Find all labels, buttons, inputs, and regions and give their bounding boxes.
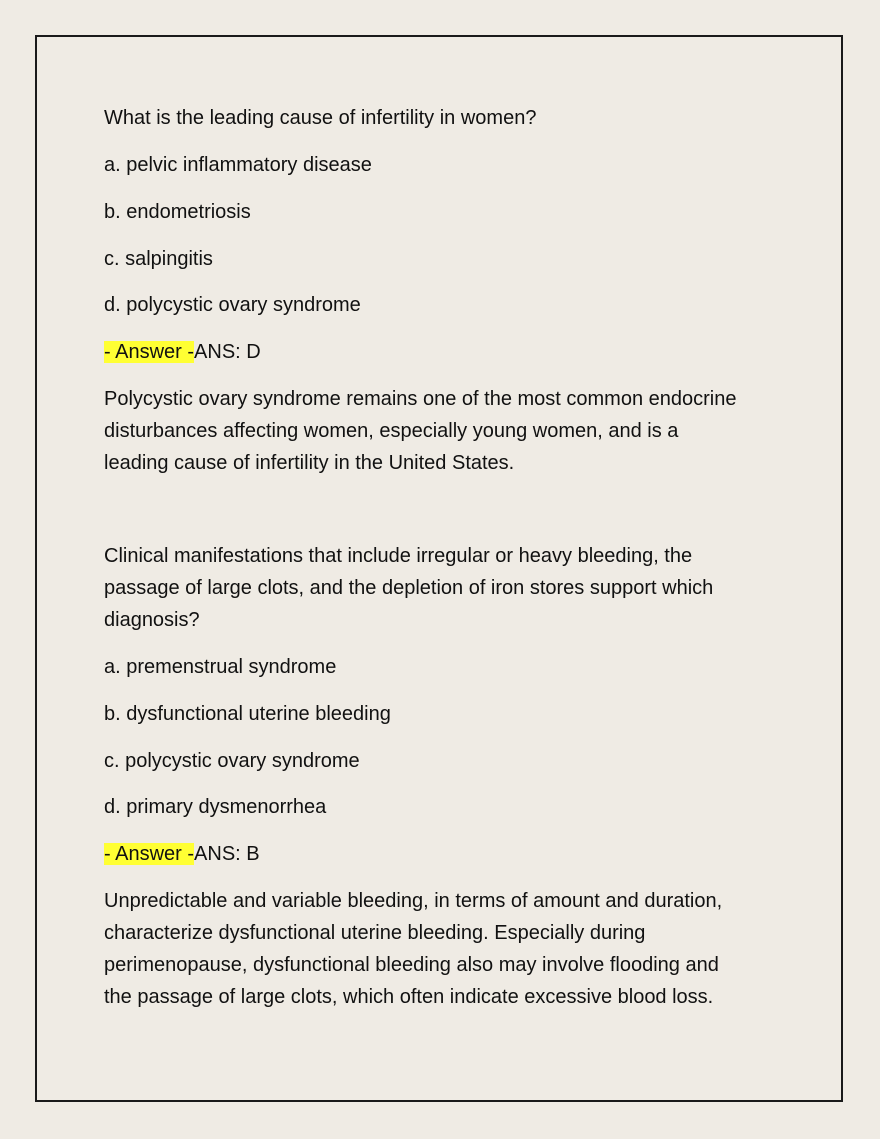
question-2-text-line-2: passage of large clots, and the depletion of iron stores support which — [104, 577, 714, 599]
question-2-rationale-line-2: characterize dysfunctional uterine bleeding. Especially during — [104, 922, 646, 944]
question-1-rationale-line-1: Polycystic ovary syndrome remains one of the most common endocrine — [104, 388, 737, 410]
question-2-answer-line — [104, 838, 260, 870]
answer-highlight: - Answer - — [104, 341, 195, 363]
question-1-option-b: b. endometriosis — [104, 201, 251, 223]
question-2-option-d: d. primary dysmenorrhea — [104, 796, 327, 818]
question-1-rationale-line-2: disturbances affecting women, especially young women, and is a — [104, 420, 679, 442]
question-1-answer: ANS: D — [194, 341, 261, 363]
question-1-option-a: a. pelvic inflammatory disease — [104, 154, 372, 176]
question-2-rationale-line-1: Unpredictable and variable bleeding, in terms of amount and duration, — [104, 890, 723, 912]
question-1-option-c: c. salpingitis — [104, 248, 213, 270]
answer-highlight: - Answer - — [104, 843, 195, 865]
question-2-text-line-1: Clinical manifestations that include irregular or heavy bleeding, the — [104, 545, 693, 567]
question-1-option-d: d. polycystic ovary syndrome — [104, 294, 361, 316]
question-2-answer: ANS: B — [194, 843, 260, 865]
question-1-rationale-line-3: leading cause of infertility in the United States. — [104, 452, 515, 474]
question-1-answer-line — [104, 336, 261, 368]
question-2-option-a: a. premenstrual syndrome — [104, 656, 337, 678]
question-2-rationale-line-3: perimenopause, dysfunctional bleeding also may involve flooding and — [104, 954, 719, 976]
question-2-option-b: b. dysfunctional uterine bleeding — [104, 703, 391, 725]
question-2-rationale-line-4: the passage of large clots, which often indicate excessive blood loss. — [104, 986, 714, 1008]
question-2-text-line-3: diagnosis? — [104, 609, 200, 631]
question-2-option-c: c. polycystic ovary syndrome — [104, 750, 360, 772]
question-1-text: What is the leading cause of infertility in women? — [104, 107, 537, 129]
